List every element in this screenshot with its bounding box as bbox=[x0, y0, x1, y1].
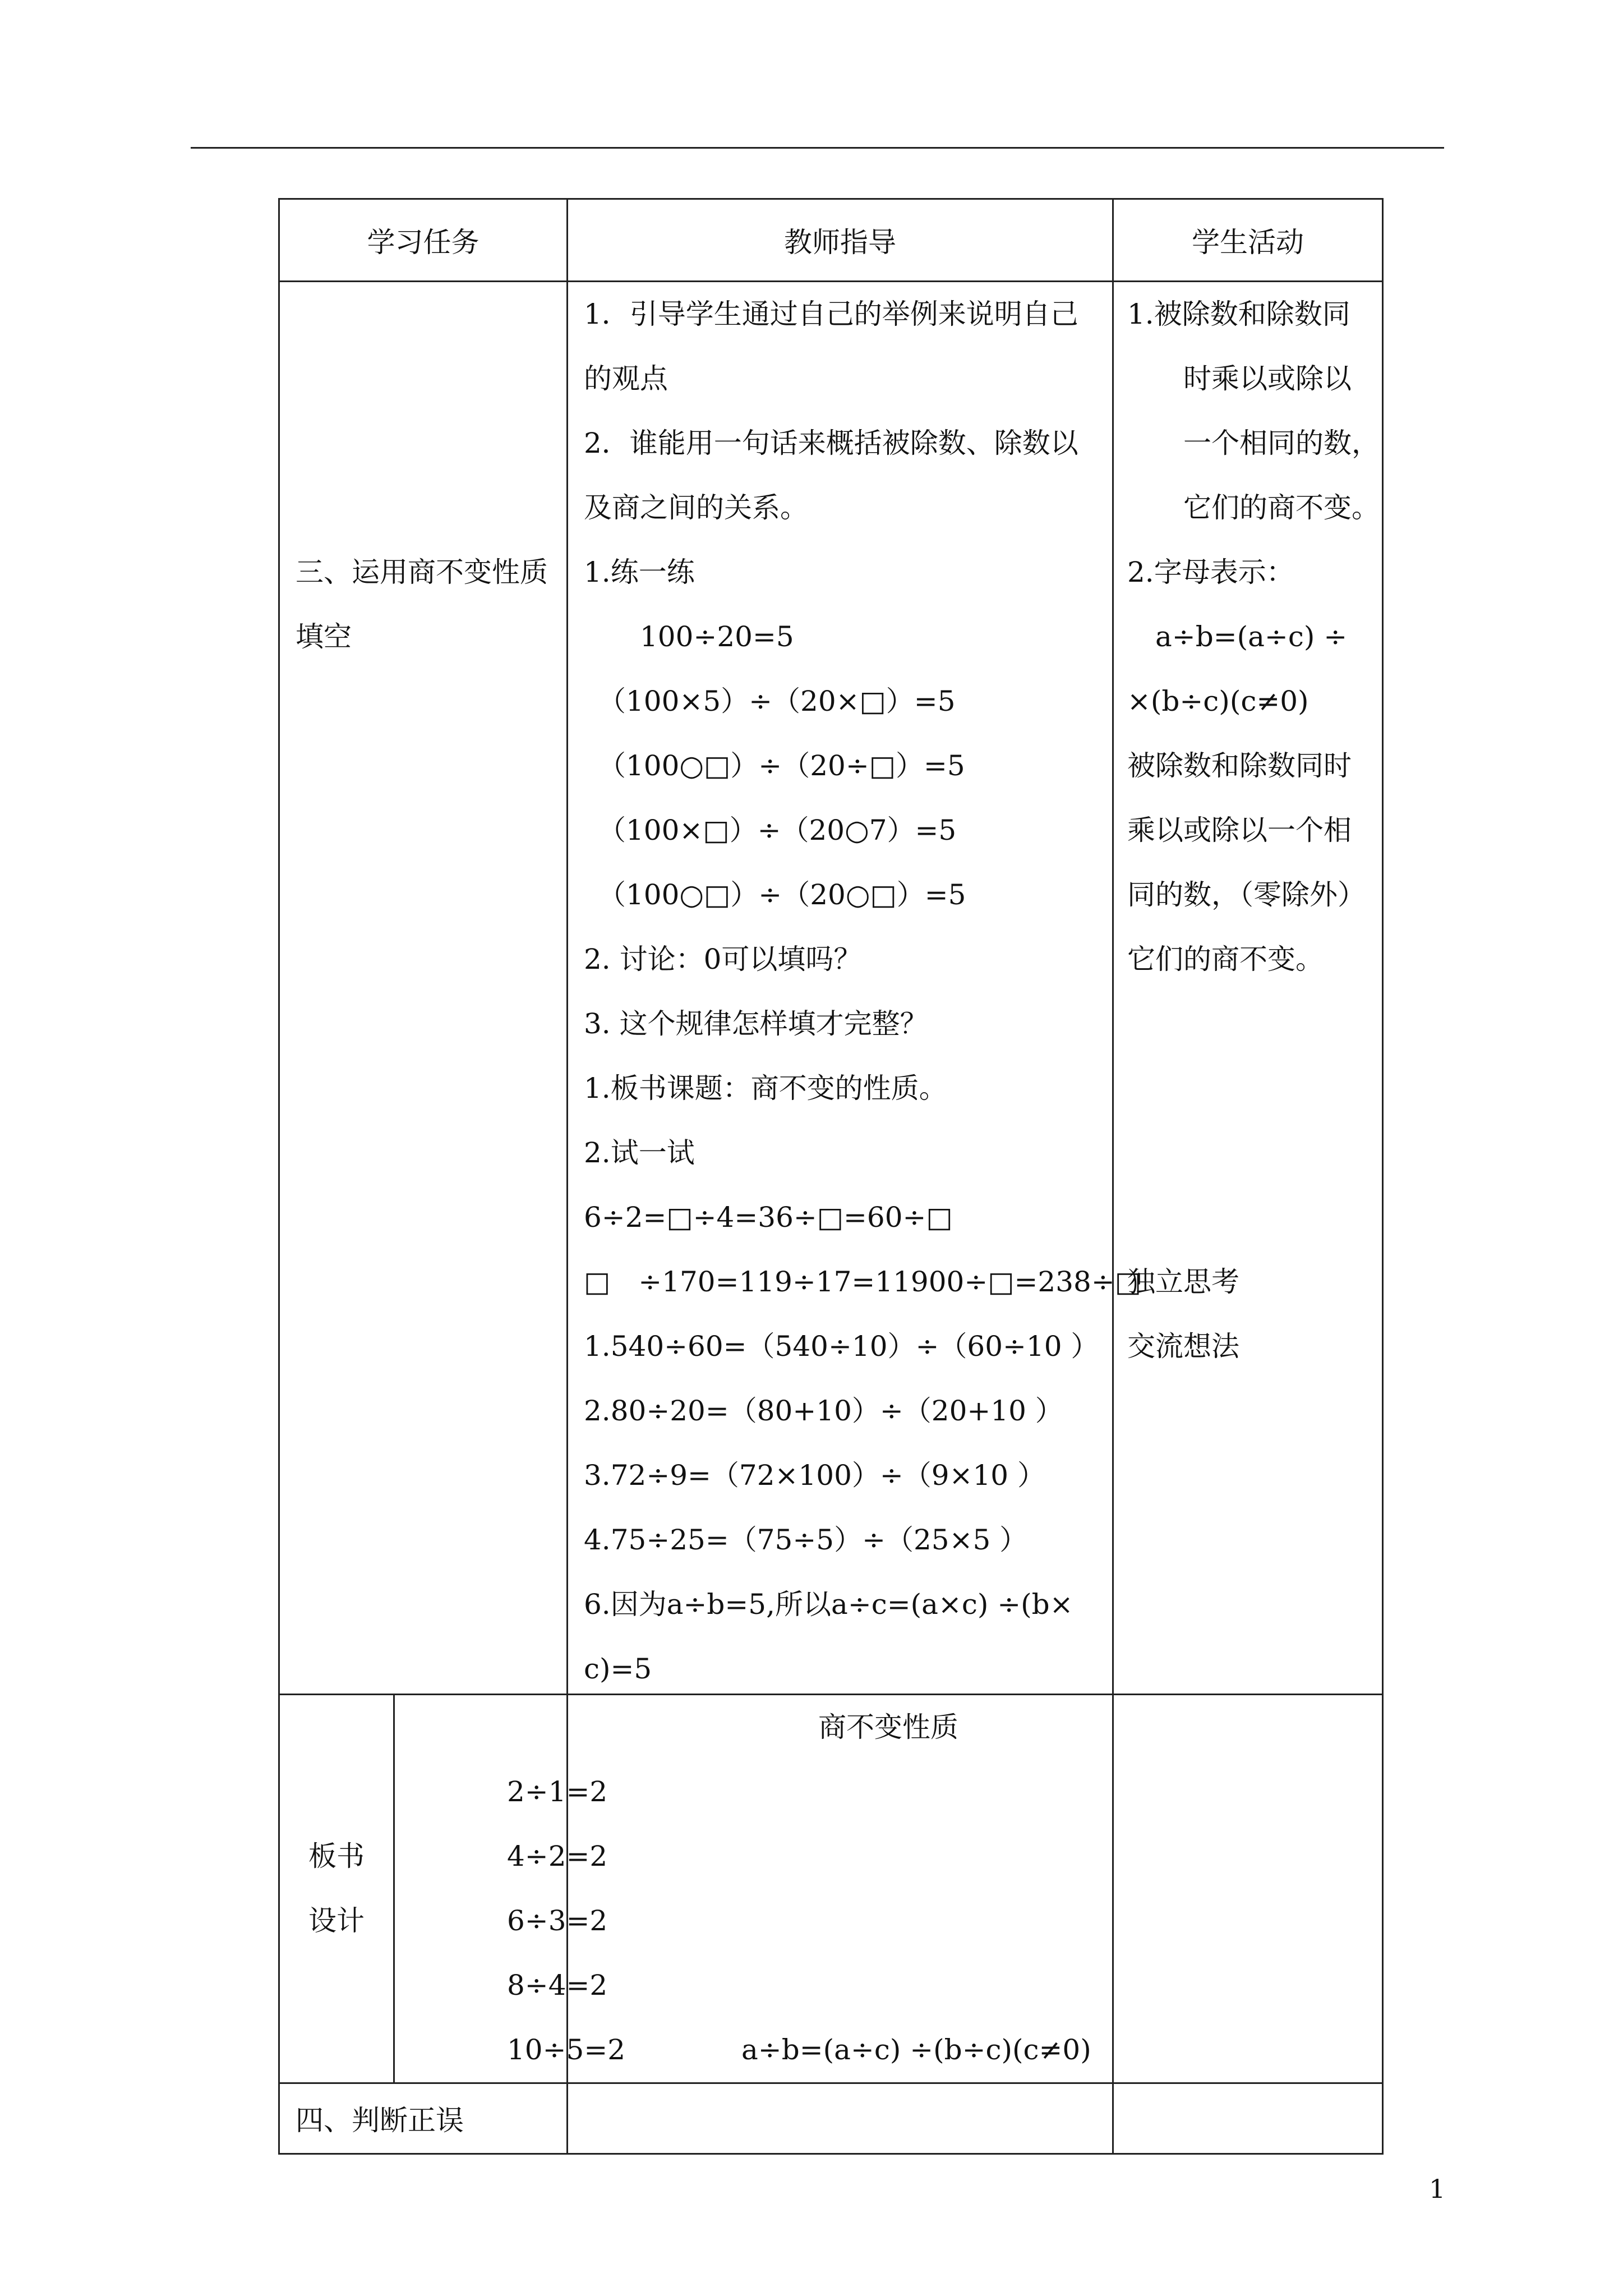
board-line-1 bbox=[395, 1760, 1382, 1824]
guide-line: 3. 这个规律怎样填才完整？ bbox=[584, 1007, 928, 1040]
board-equation: 8÷4=2 bbox=[507, 1969, 608, 2001]
task-line bbox=[296, 1379, 566, 1443]
guide-lines bbox=[584, 282, 1141, 1701]
activity-lines bbox=[1127, 282, 1382, 1379]
table-header-row bbox=[279, 199, 1383, 282]
task-line bbox=[296, 1508, 566, 1572]
activity-line: 时乘以或除以 bbox=[1127, 362, 1352, 395]
guide-line: 1.540÷60=（540÷10）÷（60÷10 ） bbox=[584, 1330, 1099, 1363]
guide-line: （100○□）÷（20÷□）=5 bbox=[584, 749, 965, 782]
header-teacher-guidance: 教师指导 bbox=[568, 199, 1113, 282]
task-line bbox=[296, 1121, 566, 1185]
guide-line: 的观点 bbox=[584, 362, 668, 395]
task-line bbox=[296, 347, 566, 411]
activity-line: 它们的商不变。 bbox=[1127, 491, 1380, 524]
board-line-3 bbox=[395, 1889, 1382, 1953]
board-line-4 bbox=[395, 1953, 1382, 2018]
task-line bbox=[296, 411, 566, 476]
activity-line: 同的数，（零除外） bbox=[1127, 878, 1366, 911]
activity-line: 一个相同的数， bbox=[1127, 427, 1380, 459]
guide-line: 2.试一试 bbox=[584, 1137, 695, 1169]
page-number: 1 bbox=[1429, 2174, 1446, 2204]
board-label-line2: 设计 bbox=[308, 1904, 365, 1937]
task-line bbox=[296, 927, 566, 992]
guide-line: （100×5）÷（20×□）=5 bbox=[584, 685, 956, 717]
guide-line: 1．引导学生通过自己的举例来说明自己 bbox=[584, 298, 1078, 330]
activity-line bbox=[1127, 1056, 1382, 1121]
board-design-table bbox=[278, 1694, 1384, 2084]
activity-line: 独立思考 bbox=[1127, 1266, 1239, 1298]
guide-line: （100○□）÷（20○□）=5 bbox=[584, 878, 966, 911]
guide-line: 1.练一练 bbox=[584, 556, 695, 588]
task-line bbox=[296, 282, 566, 347]
guide-line: 1.板书课题：商不变的性质。 bbox=[584, 1072, 947, 1105]
task-line bbox=[296, 863, 566, 927]
board-equation: 6÷3=2 bbox=[507, 1904, 608, 1937]
activity-line: 1.被除数和除数同 bbox=[1127, 298, 1350, 330]
activity-line: 交流想法 bbox=[1127, 1330, 1239, 1363]
header-student-activity: 学生活动 bbox=[1113, 199, 1383, 282]
guide-line: 6÷2=□÷4=36÷□=60÷□ bbox=[584, 1201, 953, 1234]
task-line bbox=[296, 992, 566, 1056]
guide-line: 4.75÷25=（75÷5）÷（25×5 ） bbox=[584, 1524, 1028, 1556]
task-line bbox=[296, 1250, 566, 1314]
activity-line: 被除数和除数同时 bbox=[1127, 749, 1352, 782]
board-body-cell bbox=[394, 1695, 1383, 2083]
board-formula: a÷b=(a÷c) ÷(b÷c)(c≠0) bbox=[741, 2033, 1091, 2066]
task-line bbox=[296, 1637, 566, 1701]
board-title: 商不变性质 bbox=[818, 1711, 958, 1743]
guide-line: 2. 讨论：0可以填吗？ bbox=[584, 943, 862, 976]
activity-line bbox=[1127, 1185, 1382, 1250]
task-line bbox=[296, 1572, 566, 1637]
guide-line: □ ÷170=119÷17=11900÷□=238÷□ bbox=[584, 1266, 1141, 1298]
activity-line: 它们的商不变。 bbox=[1127, 943, 1324, 976]
activity-line: 乘以或除以一个相 bbox=[1127, 814, 1352, 846]
board-label-cell bbox=[279, 1695, 394, 2083]
task-line bbox=[296, 1185, 566, 1250]
guide-line: 100÷20=5 bbox=[584, 620, 794, 653]
task-line: 填空 bbox=[296, 620, 352, 653]
board-equation: 10÷5=2 bbox=[507, 2033, 626, 2066]
task-line: 四、判断正误 bbox=[296, 2104, 464, 2137]
activity-line bbox=[1127, 992, 1382, 1056]
activity-line: a÷b=(a÷c) ÷ bbox=[1127, 620, 1348, 653]
guide-line: 2．谁能用一句话来概括被除数、除数以 bbox=[584, 427, 1078, 459]
guide-line: 2.80÷20=（80+10）÷（20+10 ） bbox=[584, 1395, 1063, 1427]
task-line bbox=[296, 798, 566, 863]
task-line bbox=[296, 1056, 566, 1121]
guide-line: 3.72÷9=（72×100）÷（9×10 ） bbox=[584, 1459, 1045, 1492]
guide-line: 及商之间的关系。 bbox=[584, 491, 808, 524]
task-line bbox=[296, 476, 566, 540]
header-learning-task: 学习任务 bbox=[279, 199, 568, 282]
guide-line: （100×□）÷（20○7）=5 bbox=[584, 814, 957, 846]
board-equation: 4÷2=2 bbox=[507, 1840, 608, 1872]
activity-line: ×(b÷c)(c≠0) bbox=[1127, 685, 1309, 717]
board-line-5 bbox=[395, 2018, 1382, 2082]
header-rule bbox=[191, 147, 1444, 149]
board-label-line1: 板书 bbox=[308, 1840, 365, 1872]
task-line bbox=[296, 1314, 566, 1379]
activity-line bbox=[1127, 1121, 1382, 1185]
task-line bbox=[296, 1443, 566, 1508]
task-line bbox=[296, 669, 566, 734]
activity-line: 2.字母表示： bbox=[1127, 556, 1294, 588]
task-line bbox=[296, 734, 566, 798]
guide-line: c)=5 bbox=[584, 1653, 652, 1685]
board-line-2 bbox=[395, 1824, 1382, 1889]
guide-line: 6.因为a÷b=5,所以a÷c=(a×c) ÷(b× bbox=[584, 1588, 1073, 1621]
task-line: 三、运用商不变性质 bbox=[296, 556, 548, 588]
board-equation: 2÷1=2 bbox=[507, 1775, 608, 1808]
